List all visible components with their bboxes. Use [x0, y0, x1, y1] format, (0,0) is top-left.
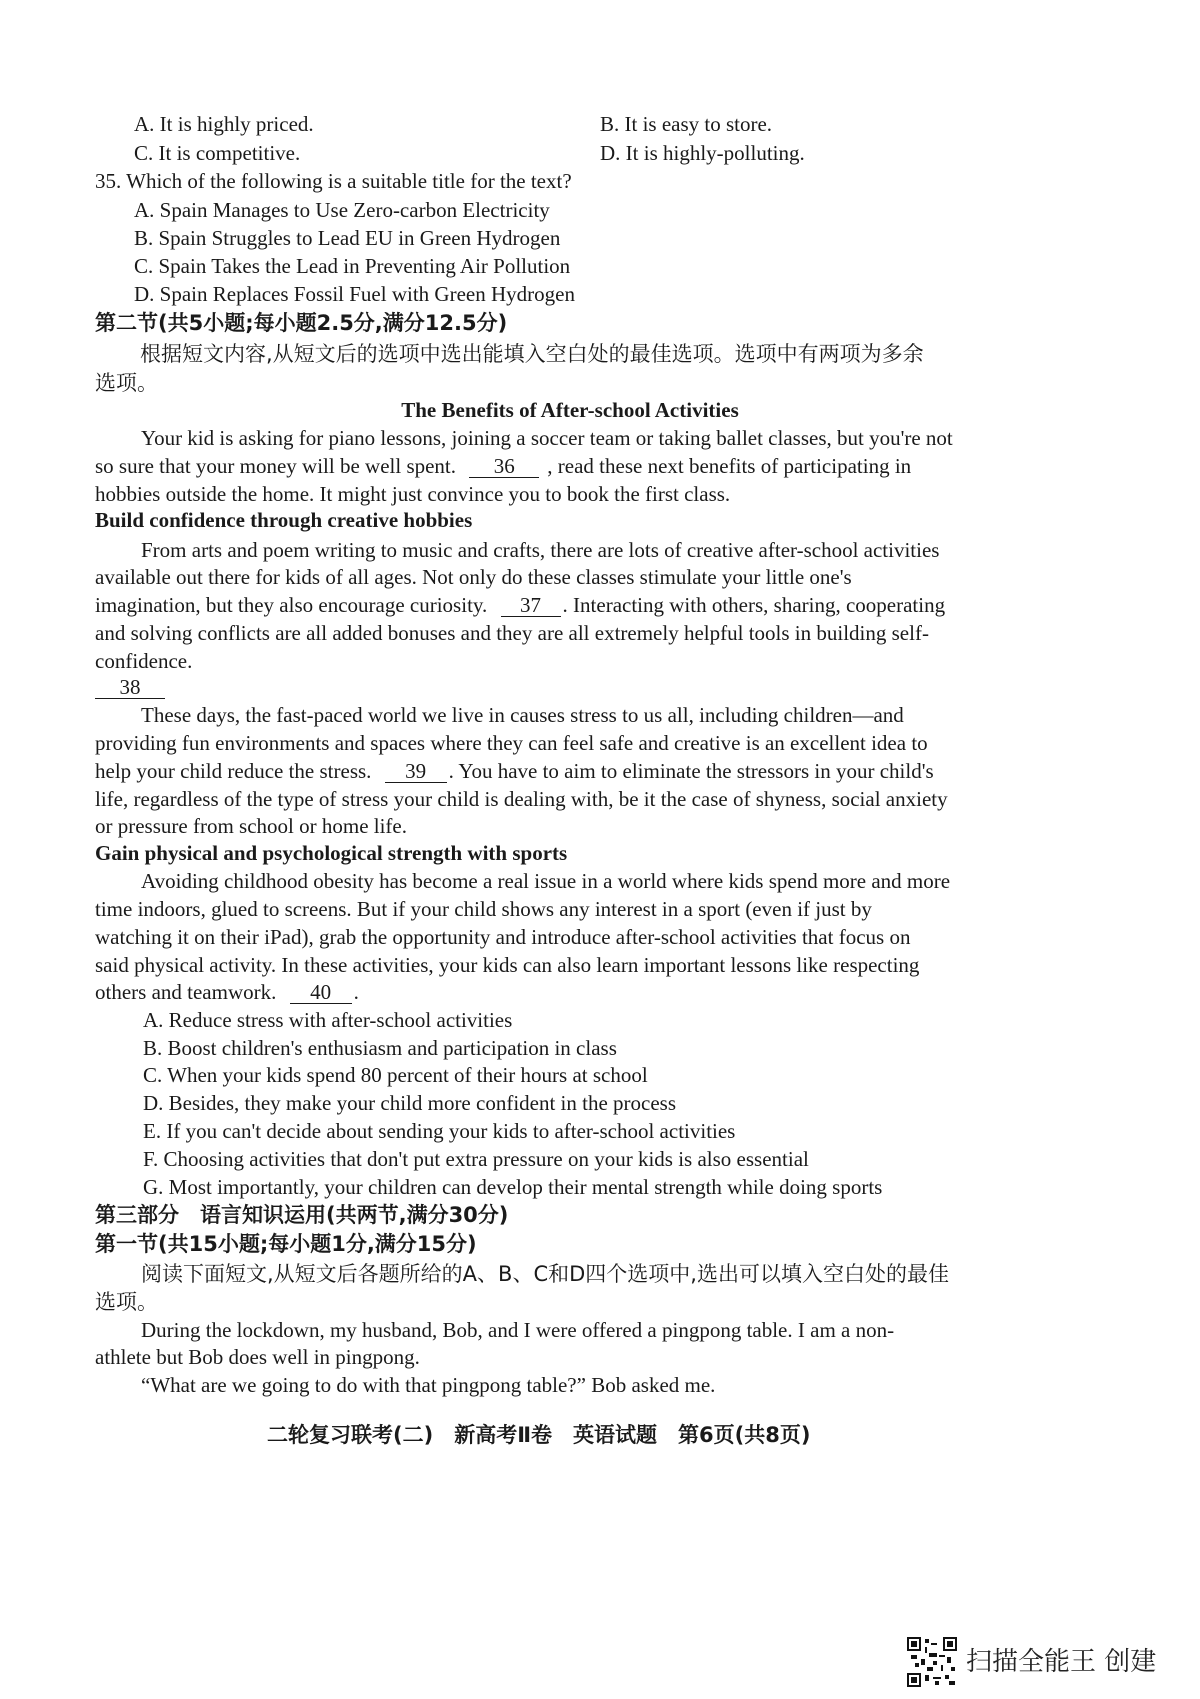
- q34-option-c: C. It is competitive.: [134, 141, 301, 165]
- blank-38[interactable]: 38: [95, 676, 165, 699]
- q35-option-a: A. Spain Manages to Use Zero-carbon Electricity: [134, 198, 550, 222]
- option-e: E. If you can't decide about sending your kids to after-school activities: [143, 1119, 736, 1143]
- passage-line-blank39: [95, 757, 934, 785]
- passage-text: help your child reduce the stress.: [95, 759, 372, 783]
- option-c: C. When your kids spend 80 percent of their hours at school: [143, 1063, 648, 1087]
- blank-38-line: [95, 673, 165, 701]
- section2-header: 第二节(共5小题;每小题2.5分,满分12.5分): [95, 311, 508, 335]
- option-g: G. Most importantly, your children can develop their mental strength while doing sports: [143, 1175, 883, 1199]
- passage-line: Avoiding childhood obesity has become a real issue in a world where kids spend more and more: [141, 869, 951, 893]
- part3-instruction: 阅读下面短文,从短文后各题所给的A、B、C和D四个选项中,选出可以填入空白处的最佳: [141, 1262, 949, 1286]
- blank-36[interactable]: 36: [469, 455, 539, 478]
- passage-line: These days, the fast-paced world we live in causes stress to us all, including children—and: [141, 703, 904, 727]
- passage-line: life, regardless of the type of stress your child is dealing with, be it the case of shyness, social anxiety: [95, 787, 948, 811]
- cloze-line: During the lockdown, my husband, Bob, and I were offered a pingpong table. I am a non-: [141, 1318, 895, 1342]
- passage-line: confidence.: [95, 649, 193, 673]
- page-footer: 二轮复习联考(二) 新高考Ⅱ卷 英语试题 第6页(共8页): [267, 1423, 811, 1447]
- passage-line: From arts and poem writing to music and crafts, there are lots of creative after-school activities: [141, 538, 940, 562]
- section2-instruction: 根据短文内容,从短文后的选项中选出能填入空白处的最佳选项。选项中有两项为多余: [140, 342, 924, 366]
- passage-title: The Benefits of After-school Activities: [401, 398, 739, 422]
- option-a: A. Reduce stress with after-school activities: [143, 1008, 513, 1032]
- passage-text: so sure that your money will be well spent.: [95, 454, 457, 478]
- q34-option-b: B. It is easy to store.: [600, 112, 773, 136]
- cloze-line: athlete but Bob does well in pingpong.: [95, 1345, 420, 1369]
- scanner-watermark: 扫描全能王 创建: [966, 1647, 1157, 1677]
- passage-text: .: [353, 980, 359, 1004]
- passage-line: or pressure from school or home life.: [95, 814, 407, 838]
- option-f: F. Choosing activities that don't put extra pressure on your kids is also essential: [143, 1147, 809, 1171]
- q35-stem: 35. Which of the following is a suitable title for the text?: [95, 169, 572, 193]
- blank-39[interactable]: 39: [385, 760, 447, 783]
- passage-text: , read these next benefits of participating in: [547, 454, 912, 478]
- passage-line: available out there for kids of all ages. Not only do these classes stimulate your little one's: [95, 565, 852, 589]
- passage-text: others and teamwork.: [95, 980, 277, 1004]
- blank-37[interactable]: 37: [501, 594, 561, 617]
- q35-option-c: C. Spain Takes the Lead in Preventing Air Pollution: [134, 254, 571, 278]
- passage-line-blank40: [95, 978, 359, 1006]
- cloze-line: “What are we going to do with that pingpong table?” Bob asked me.: [141, 1373, 716, 1397]
- option-b: B. Boost children's enthusiasm and participation in class: [143, 1036, 617, 1060]
- passage-line: providing fun environments and spaces where they can feel safe and creative is an excellent idea to: [95, 731, 928, 755]
- part3-section1-header: 第一节(共15小题;每小题1分,满分15分): [95, 1232, 477, 1256]
- q34-option-a: A. It is highly priced.: [134, 112, 314, 136]
- section-heading-creative: Build confidence through creative hobbies: [95, 508, 473, 532]
- passage-line: and solving conflicts are all added bonuses and they are all extremely helpful tools in building self-: [95, 621, 929, 645]
- passage-text: . You have to aim to eliminate the stressors in your child's: [448, 759, 934, 783]
- qr-code-icon: [907, 1637, 957, 1687]
- section-heading-sports: Gain physical and psychological strength with sports: [95, 841, 568, 865]
- part3-header: 第三部分 语言知识运用(共两节,满分30分): [95, 1203, 509, 1227]
- passage-line-blank36: [95, 452, 1040, 480]
- passage-line: said physical activity. In these activities, your kids can also learn important lessons like respecting: [95, 953, 920, 977]
- option-d: D. Besides, they make your child more confident in the process: [143, 1091, 677, 1115]
- passage-line: Your kid is asking for piano lessons, joining a soccer team or taking ballet classes, but you're not: [141, 426, 953, 450]
- passage-line: hobbies outside the home. It might just convince you to book the first class.: [95, 482, 731, 506]
- q35-option-b: B. Spain Struggles to Lead EU in Green Hydrogen: [134, 226, 561, 250]
- blank-40[interactable]: 40: [290, 981, 352, 1004]
- passage-line: watching it on their iPad), grab the opportunity and introduce after-school activities that focus on: [95, 925, 911, 949]
- q34-option-d: D. It is highly-polluting.: [600, 141, 805, 165]
- passage-line: time indoors, glued to screens. But if your child shows any interest in a sport (even if just by: [95, 897, 872, 921]
- part3-instruction-cont: 选项。: [95, 1290, 158, 1314]
- section2-instruction-cont: 选项。: [95, 371, 158, 395]
- passage-line-blank37: [95, 591, 945, 619]
- q35-option-d: D. Spain Replaces Fossil Fuel with Green Hydrogen: [134, 282, 575, 306]
- passage-text: imagination, but they also encourage curiosity.: [95, 593, 488, 617]
- passage-text: . Interacting with others, sharing, cooperating: [562, 593, 946, 617]
